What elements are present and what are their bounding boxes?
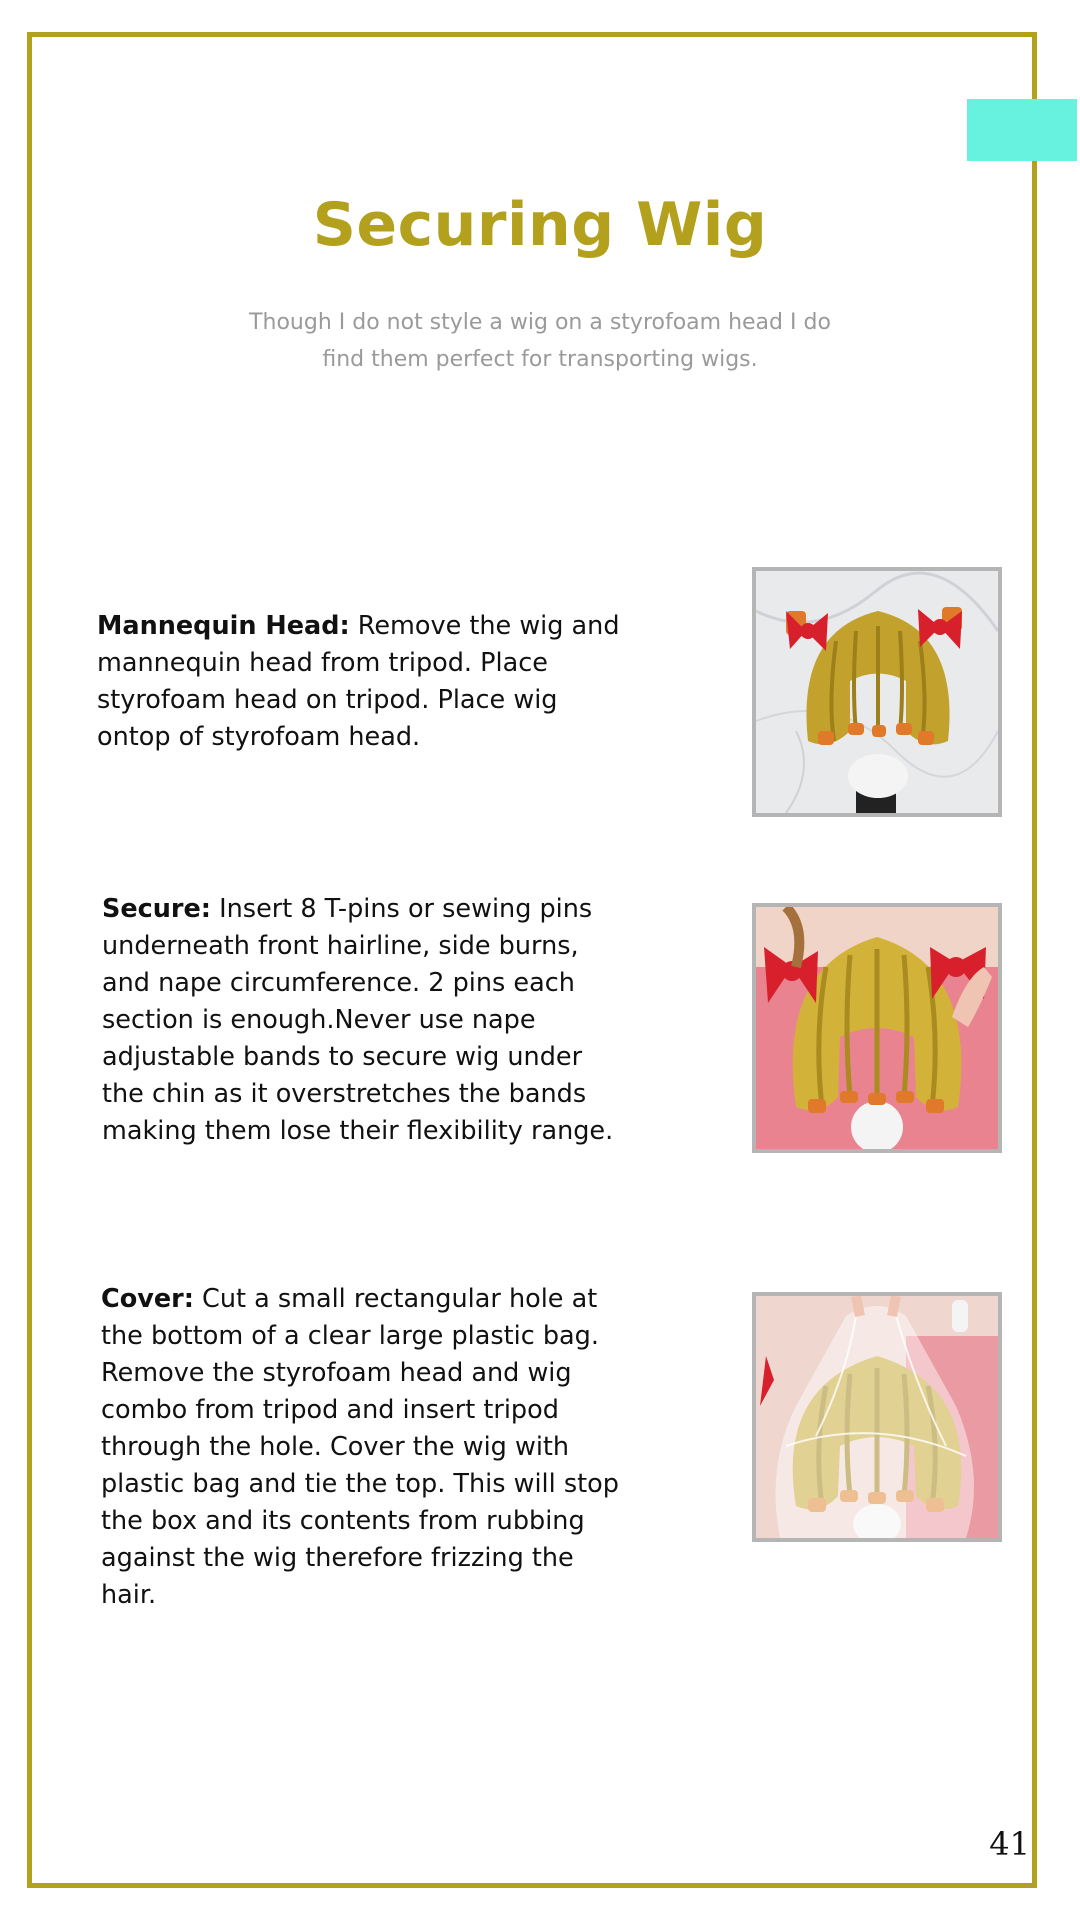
pinning-wig-photo <box>752 903 1002 1153</box>
step-text: Remove the wig and mannequin head from tripod. Place styrofoam head on tripod. Place wig ontop of styrofoam head. <box>97 611 620 752</box>
page-title: Securing Wig <box>312 190 768 260</box>
step-cover <box>101 1281 631 1614</box>
pinning-wig-image <box>756 907 998 1149</box>
step-mannequin-head <box>97 608 637 756</box>
page-subtitle: Though I do not style a wig on a styrofoam head I do find them perfect for transporting wigs. <box>249 310 831 372</box>
step-heading: Cover: <box>101 1284 194 1314</box>
step-heading: Secure: <box>102 894 211 924</box>
bookmark-tab <box>967 99 1077 161</box>
step-text: Insert 8 T-pins or sewing pins underneath front hairline, side burns, and nape circumference. 2 pins each section is enough.Never use nape adjustable bands to secure wig under the chin as it overstretches the bands making them lose their flexibility range. <box>102 894 614 1146</box>
wig-on-mannequin-photo <box>752 567 1002 817</box>
page-number: 41 <box>989 1825 1030 1863</box>
step-heading: Mannequin Head: <box>97 611 350 641</box>
step-secure <box>102 891 632 1150</box>
step-text: Cut a small rectangular hole at the bottom of a clear large plastic bag. Remove the styrofoam head and wig combo from tripod and insert tripod through the hole. Cover the wig with plastic bag and tie the top. This will stop the box and its contents from rubbing against the wig therefore frizzing the hair. <box>101 1284 619 1610</box>
wig-on-mannequin-image <box>756 571 998 813</box>
wig-in-plastic-bag-photo <box>752 1292 1002 1542</box>
wig-in-plastic-bag-image <box>756 1296 998 1538</box>
